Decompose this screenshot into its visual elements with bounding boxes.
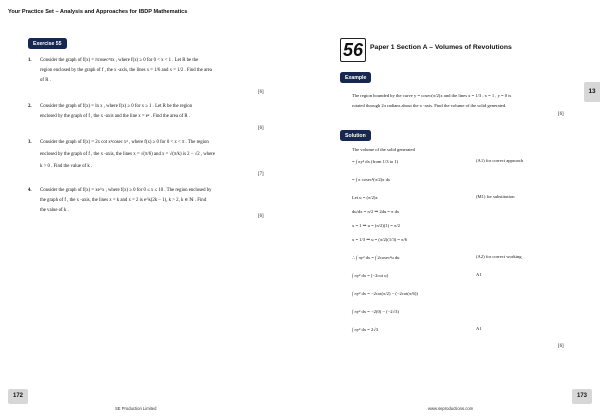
question-line: Consider the graph of f(x) = 2x cot x²cosec x² , where f(x) ≥ 0 for 0 < x < π . The region: [40, 140, 209, 145]
footer-left: SE Production Limited: [115, 406, 157, 411]
example-line: rotated through 2π radians about the x -axis. Find the volume of the solid generated.: [352, 103, 507, 108]
footer-right: www.seproductions.com: [428, 406, 474, 411]
page-number-left: 172: [8, 389, 28, 404]
question-1: [28, 56, 278, 86]
question-line: Consider the graph of f(x) = πcosec²πx , where f(x) ≥ 0 for 0 < x < 1 . Let R be the: [40, 58, 199, 63]
page-number-right: 173: [572, 389, 592, 404]
solution-step: Let u = (π/2)x: [352, 195, 378, 200]
example-badge: Example: [340, 72, 371, 83]
solution-step: ∫ πy² dx = −2(0) − (−2√3): [352, 309, 399, 314]
chapter-tab: 13: [584, 82, 600, 102]
solution-step: ∫ πy² dx = −2cot(π/2) − (−2cot(π/6)): [352, 291, 418, 296]
solution-step: ∫ πy² dx = 2√3: [352, 327, 379, 332]
example-marks: [6]: [558, 112, 564, 117]
question-line: region enclosed by the graph of f , the x -axis, the lines x = 1/6 and x = 1/2 . Find the area: [40, 68, 212, 73]
solution-step: ∫ πy² dx = [−2cot u]: [352, 273, 389, 278]
page-header: Your Practice Set – Analysis and Approaches for IBDP Mathematics: [8, 9, 188, 15]
question-number: 4.: [28, 188, 32, 193]
question-marks: [6]: [258, 126, 264, 131]
right-page: [300, 0, 600, 420]
example-line: The region bounded by the curve y = cosec(π/2)x and the lines x = 1/3 , x = 1 , y = 0 is: [352, 93, 512, 98]
question-line: the graph of f , the x -axis, the lines x = k and x = 2 is e^k(2k − 1), k > 2, k ∈ ℕ . Find: [40, 198, 207, 203]
question-number: 2.: [28, 104, 32, 109]
question-2: [28, 102, 278, 122]
solution-step: = ∫ π cosec²(π/2)x dx: [352, 177, 391, 182]
question-line: Consider the graph of f(x) = xe^x , where f(x) ≥ 0 for 0 ≤ x ≤ 10 . The region enclosed by: [40, 188, 212, 193]
question-line: the value of k .: [40, 208, 69, 213]
question-line: Consider the graph of f(x) = ln x , where f(x) ≥ 0 for x ≥ 1 . Let R be the region: [40, 104, 193, 109]
question-line: of R .: [40, 78, 51, 83]
exercise-badge: Exercise 55: [28, 38, 67, 49]
question-marks: [7]: [258, 172, 264, 177]
solution-step: du/dx = π/2 ⇒ 2du = π dx: [352, 209, 400, 214]
solution-marks: [6]: [558, 344, 564, 349]
question-3: [28, 138, 278, 168]
mark-note: (A1) for correct approach: [476, 158, 524, 163]
question-number: 3.: [28, 140, 32, 145]
solution-step: The volume of the solid generated: [352, 147, 415, 152]
mark-note: (M1) for substitution: [476, 194, 515, 199]
mark-note: A1: [476, 326, 482, 331]
solution-step: ∴ ∫ πy² dx = ∫ 2cosec²u du: [352, 255, 400, 260]
solution-badge: Solution: [340, 130, 371, 141]
question-4: [28, 186, 278, 216]
solution-step: x = 1/3 ⇒ u = (π/2)(1/3) = π/6: [352, 237, 408, 242]
question-number: 1.: [28, 58, 32, 63]
mark-note: A1: [476, 272, 482, 277]
question-line: k > 0 . Find the value of k .: [40, 164, 93, 169]
question-line: enclosed by the graph of f , the x -axis and the line x = e² . Find the area of R .: [40, 114, 191, 119]
question-marks: [6]: [258, 214, 264, 219]
exercise-number: 56: [340, 38, 366, 62]
solution-step: = ∫ πy² dx (from 1/3 to 1): [352, 159, 399, 164]
question-line: enclosed by the graph of f , the x -axis, the lines x = √(π/6) and x = √(π/k) is 2 − √2 , where: [40, 152, 215, 157]
section-title: Paper 1 Section A – Volumes of Revolutions: [370, 44, 512, 51]
question-marks: [6]: [258, 90, 264, 95]
mark-note: (A2) for correct working: [476, 254, 522, 259]
solution-step: x = 1 ⇒ u = (π/2)(1) = π/2: [352, 223, 400, 228]
